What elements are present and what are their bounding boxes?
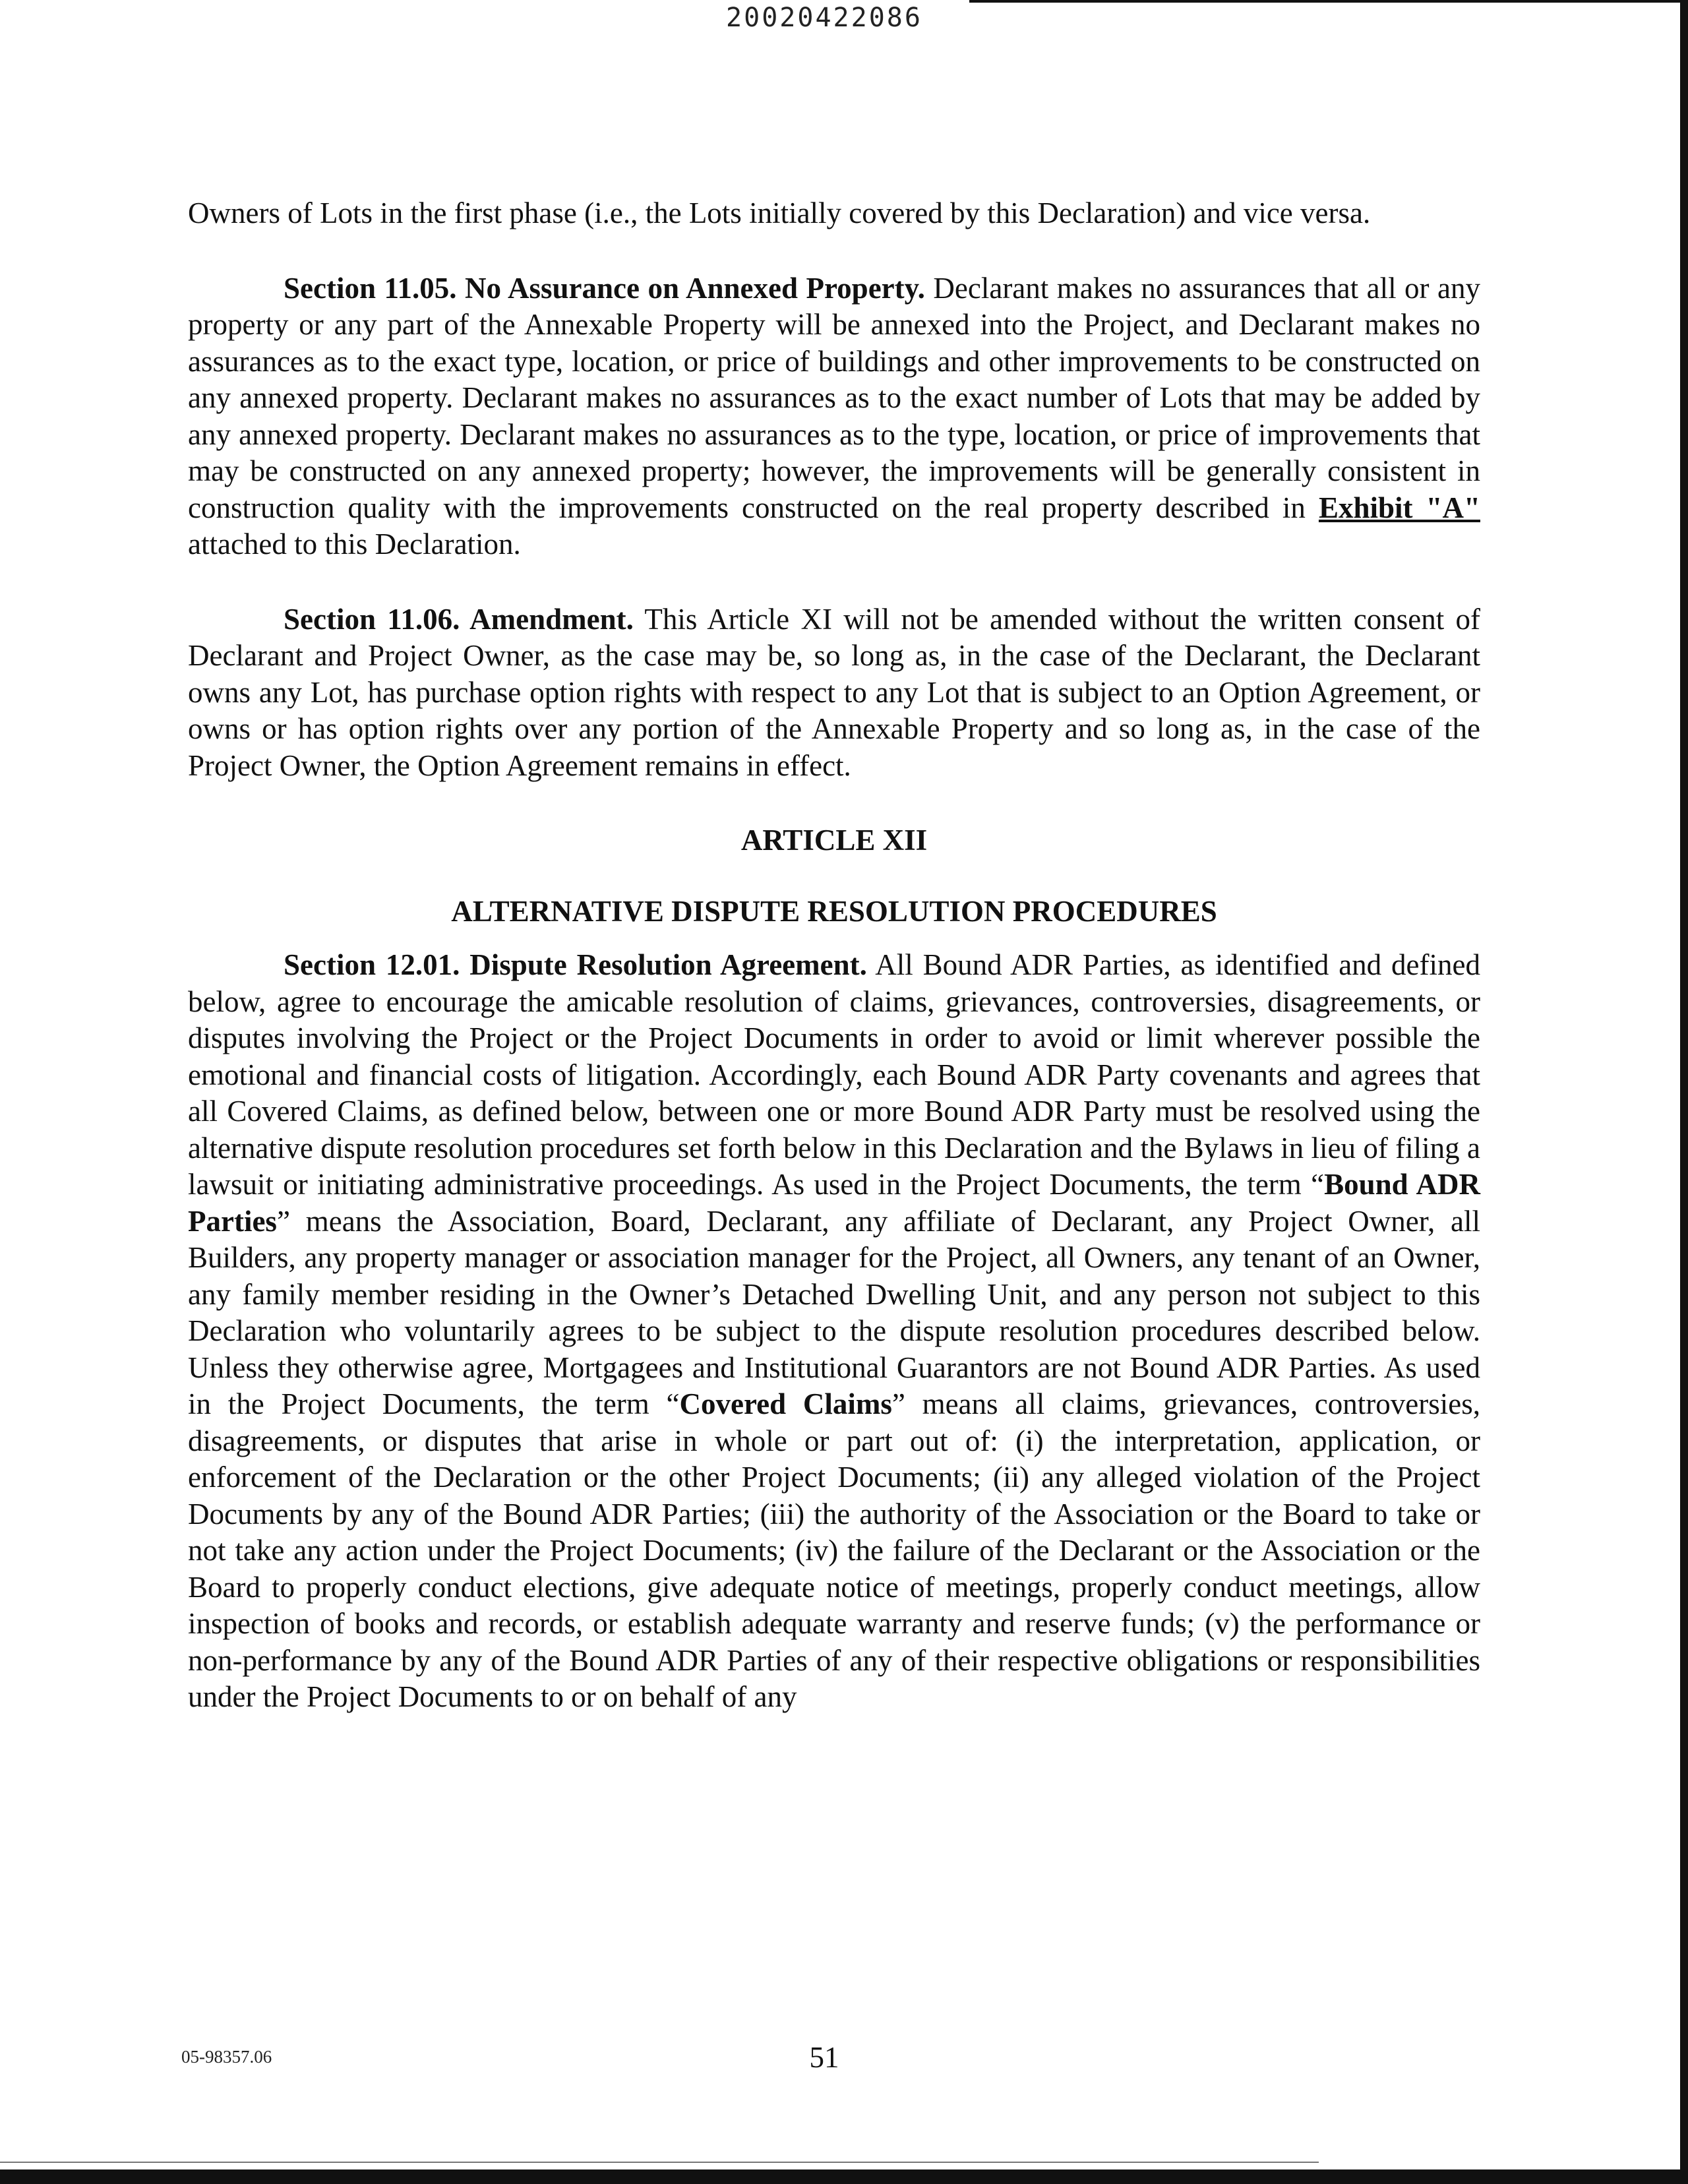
section-11-05-body: Declarant makes no assurances that all or any property or any part of the Annexable Property will be annexed into the Project, and Declarant makes no assurances as to the exact type, location, or price of buildings and other improvements to be constructed on any annexed property. Declarant makes no assurances as to the exact number of Lots that may be added by any annexed property. Declarant makes no assurances as to the type, location, or price of improvements that may be constructed on any annexed property; however, the improvements will be generally consistent in construction quality with the improvements constructed on the real property described in xyxy=(188,271,1481,524)
document-body xyxy=(188,195,1480,1716)
page-number: 51 xyxy=(809,2041,839,2074)
bottom-scan-band xyxy=(0,2169,1688,2184)
bottom-scan-rule xyxy=(0,2162,1319,2163)
section-11-05-paragraph xyxy=(188,270,1480,563)
continuation-text: Owners of Lots in the first phase (i.e., the Lots initially covered by this Declaration) and vice versa. xyxy=(188,197,1371,229)
right-scan-edge xyxy=(1680,0,1688,2184)
section-11-06-body: This Article XI will not be amended without the written consent of Declarant and Project Owner, as the case may be, so long as, in the case of the Declarant, the Declarant owns any Lot, has purchase option rights with respect to any Lot that is subject to an Option Agreement, or owns or has option rights over any portion of the Annexable Property and so long as, in the case of the Project Owner, the Option Agreement remains in effect. xyxy=(188,602,1480,782)
term-covered-claims: Covered Claims xyxy=(679,1387,892,1420)
article-title-heading: ALTERNATIVE DISPUTE RESOLUTION PROCEDURES xyxy=(451,894,1217,928)
section-11-06-paragraph xyxy=(188,601,1480,785)
term-bound-adr-parties: Bound ADR Parties xyxy=(188,1168,1480,1238)
continuation-paragraph xyxy=(188,195,1480,232)
section-12-01-heading: Section 12.01. Dispute Resolution Agreement. xyxy=(284,948,867,981)
section-12-01-body-part2: ” means the Association, Board, Declarant, any affiliate of Declarant, any Project Owner, all Builders, any property manager or association manager for the Project, all Owners, any tenant of an Owner, any family member residing in the Owner’s Detached Dwelling Unit, and any person not subject to this Declaration who voluntarily agrees to be subject to the dispute resolution procedures described below. Unless they otherwise agree, Mortgagees and Institutional Guarantors are not Bound ADR Parties. As used in the Project Documents, the term “ xyxy=(188,1204,1480,1420)
section-11-05-body-end: attached to this Declaration. xyxy=(188,528,521,561)
section-11-06-heading: Section 11.06. Amendment. xyxy=(284,602,634,636)
section-12-01-paragraph xyxy=(188,947,1480,1716)
section-12-01-body-part3: ” means all claims, grievances, controversies, disagreements, or disputes that arise in whole or part out of: (i) the interpretation, application, or enforcement of the Declaration or the other Project Documents; (ii) any alleged violation of the Project Documents by any of the Bound ADR Parties; (iii) the authority of the Association or the Board to take or not take any action under the Project Documents; (iv) the failure of the Declarant or the Association or the Board to properly conduct elections, give adequate notice of meetings, properly conduct meetings, allow inspection of books and records, or establish adequate warranty and reserve funds; (v) the performance or non-performance by any of the Bound ADR Parties of any of their respective obligations or responsibilities under the Project Documents to or on behalf of any xyxy=(188,1387,1480,1713)
footer-document-code: 05-98357.06 xyxy=(181,2047,272,2067)
exhibit-a-reference: Exhibit "A" xyxy=(1318,491,1480,524)
document-id-stamp: 20020422086 xyxy=(726,3,922,33)
section-12-01-body-part1: All Bound ADR Parties, as identified and defined below, agree to encourage the amicable resolution of claims, grievances, controversies, disagreements, or disputes involving the Project or the Project Documents in order to avoid or limit wherever possible the emotional and financial costs of litigation. Accordingly, each Bound ADR Party covenants and agrees that all Covered Claims, as defined below, between one or more Bound ADR Party must be resolved using the alternative dispute resolution procedures set forth below in this Declaration and the Bylaws in lieu of filing a lawsuit or initiating administrative proceedings. As used in the Project Documents, the term “ xyxy=(188,948,1480,1201)
article-number-heading: ARTICLE XII xyxy=(740,824,928,857)
section-11-05-heading: Section 11.05. No Assurance on Annexed Property. xyxy=(284,271,925,305)
